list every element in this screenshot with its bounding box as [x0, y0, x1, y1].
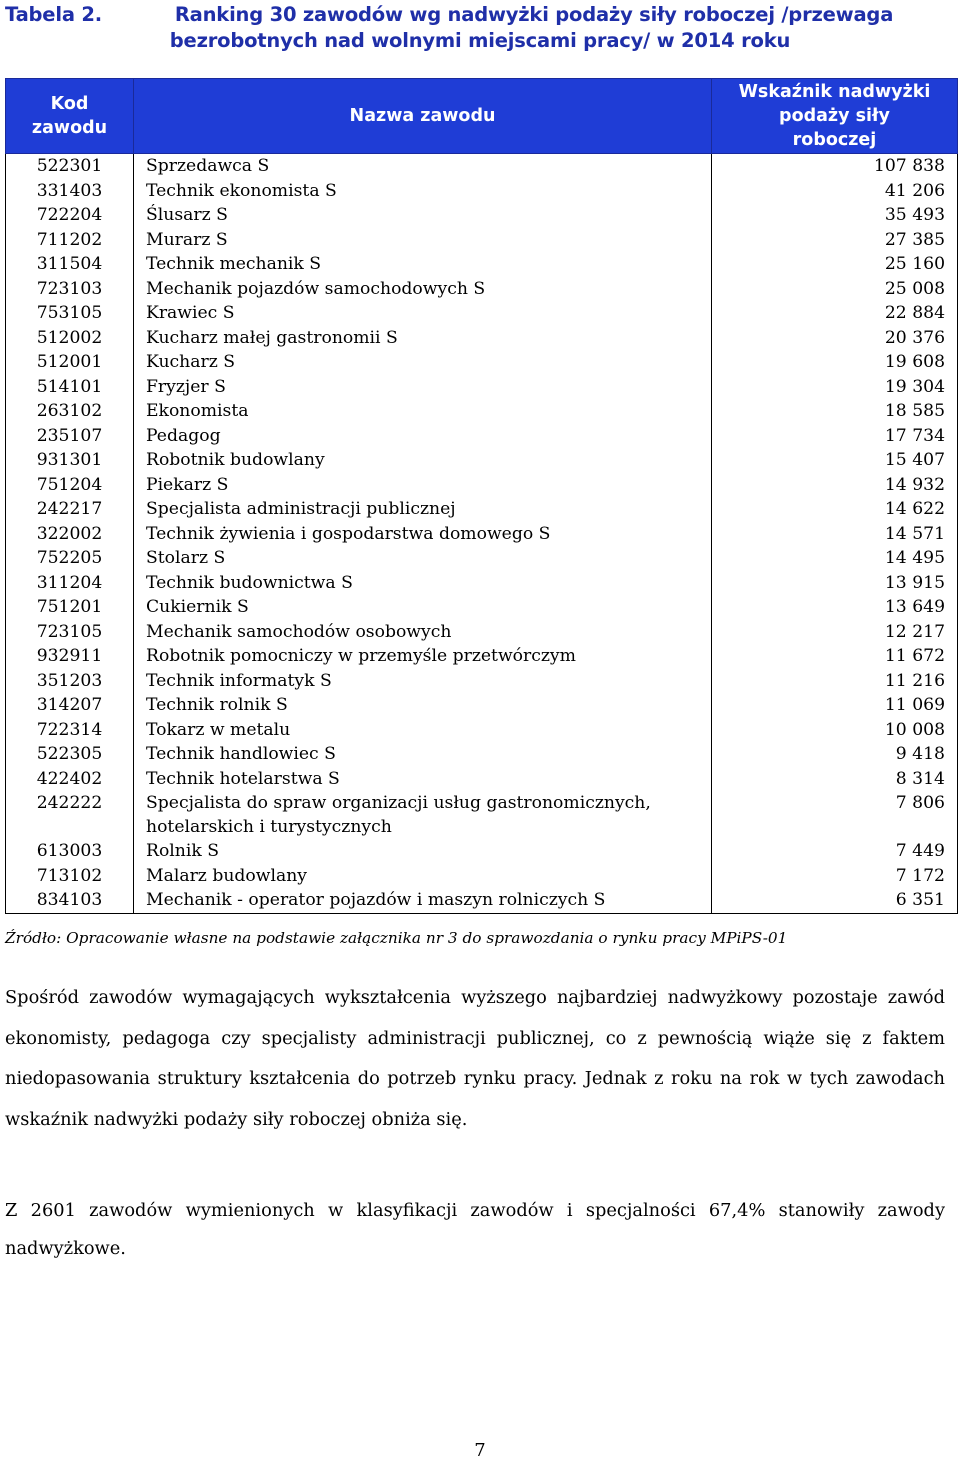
row-name-cell: Ślusarz S [134, 203, 712, 228]
row-value-cell: 14 932 [712, 473, 958, 498]
row-code-cell: 351203 [6, 669, 134, 694]
row-value-cell: 8 314 [712, 767, 958, 792]
header-value [712, 79, 958, 154]
row-value-cell: 7 172 [712, 864, 958, 889]
paragraph-2: Z 2601 zawodów wymienionych w klasyfikacji zawodów i specjalności 67,4% stanowiły zawody nadwyżkowe. [5, 1200, 945, 1259]
row-code-cell: 512002 [6, 326, 134, 351]
table-row [6, 203, 958, 228]
row-value-cell: 17 734 [712, 424, 958, 449]
row-code-cell: 311204 [6, 571, 134, 596]
paragraph-1: Spośród zawodów wymagających wykształcenia wyższego najbardziej nadwyżkowy pozostaje zawód ekonomisty, pedagoga czy specjalisty administracji publicznej, co z pewnością wiąże się z faktem niedopasowania struktury kształcenia do potrzeb rynku pracy. Jednak z roku na rok w tych zawodach wskaźnik nadwyżki podaży siły roboczej obniża się. [5, 987, 945, 1130]
table-caption-label: Tabela 2. [5, 3, 102, 26]
row-name-cell: Ekonomista [134, 399, 712, 424]
table-row [6, 571, 958, 596]
row-value-cell: 7 449 [712, 839, 958, 864]
table-row [6, 644, 958, 669]
table-header-row [6, 79, 958, 154]
row-value-cell: 11 672 [712, 644, 958, 669]
row-code-cell: 522301 [6, 154, 134, 179]
row-code-cell: 932911 [6, 644, 134, 669]
row-value-cell: 15 407 [712, 448, 958, 473]
row-name-cell: Piekarz S [134, 473, 712, 498]
table-row [6, 767, 958, 792]
table-row [6, 718, 958, 743]
header-value-label: Wskaźnik nadwyżki podaży siły roboczej [738, 82, 931, 150]
table-row [6, 839, 958, 864]
row-name-cell: Technik żywienia i gospodarstwa domowego S [134, 522, 712, 547]
row-name-cell: Technik hotelarstwa S [134, 767, 712, 792]
row-value-cell: 25 160 [712, 252, 958, 277]
row-value-cell: 25 008 [712, 277, 958, 302]
row-code-cell: 263102 [6, 399, 134, 424]
table-row [6, 399, 958, 424]
table-row [6, 277, 958, 302]
table-row [6, 497, 958, 522]
row-name-cell: Specjalista do spraw organizacji usług gastronomicznych, hotelarskich i turystycznych [134, 791, 712, 839]
table-row [6, 252, 958, 277]
row-value-cell: 20 376 [712, 326, 958, 351]
header-code [6, 79, 134, 154]
row-value-cell: 7 806 [712, 791, 958, 839]
row-code-cell: 751201 [6, 595, 134, 620]
row-value-cell: 107 838 [712, 154, 958, 179]
row-value-cell: 14 571 [712, 522, 958, 547]
row-code-cell: 751204 [6, 473, 134, 498]
row-value-cell: 11 216 [712, 669, 958, 694]
row-code-cell: 723105 [6, 620, 134, 645]
row-name-cell: Mechanik samochodów osobowych [134, 620, 712, 645]
row-name-cell: Technik mechanik S [134, 252, 712, 277]
row-name-cell: Kucharz małej gastronomii S [134, 326, 712, 351]
row-value-cell: 27 385 [712, 228, 958, 253]
row-name-cell: Kucharz S [134, 350, 712, 375]
row-name-cell: Technik budownictwa S [134, 571, 712, 596]
row-code-cell: 522305 [6, 742, 134, 767]
row-value-cell: 9 418 [712, 742, 958, 767]
table-row [6, 350, 958, 375]
row-name-cell: Tokarz w metalu [134, 718, 712, 743]
table-row [6, 791, 958, 839]
table-row [6, 228, 958, 253]
table-row [6, 669, 958, 694]
row-value-cell: 13 915 [712, 571, 958, 596]
row-code-cell: 242222 [6, 791, 134, 839]
table-row [6, 546, 958, 571]
row-name-cell: Stolarz S [134, 546, 712, 571]
row-code-cell: 235107 [6, 424, 134, 449]
row-code-cell: 322002 [6, 522, 134, 547]
row-value-cell: 22 884 [712, 301, 958, 326]
table-caption [5, 2, 955, 54]
row-value-cell: 14 622 [712, 497, 958, 522]
row-name-cell: Malarz budowlany [134, 864, 712, 889]
row-name-cell: Krawiec S [134, 301, 712, 326]
table-row [6, 375, 958, 400]
table-row [6, 742, 958, 767]
row-code-cell: 722204 [6, 203, 134, 228]
row-code-cell: 711202 [6, 228, 134, 253]
row-code-cell: 242217 [6, 497, 134, 522]
row-value-cell: 10 008 [712, 718, 958, 743]
table-row [6, 326, 958, 351]
row-name-cell: Cukiernik S [134, 595, 712, 620]
table-row [6, 522, 958, 547]
row-value-cell: 35 493 [712, 203, 958, 228]
row-name-cell: Pedagog [134, 424, 712, 449]
row-code-cell: 512001 [6, 350, 134, 375]
row-name-cell: Specjalista administracji publicznej [134, 497, 712, 522]
row-code-cell: 514101 [6, 375, 134, 400]
ranking-table [5, 78, 958, 914]
table-row [6, 595, 958, 620]
row-value-cell: 18 585 [712, 399, 958, 424]
row-code-cell: 834103 [6, 888, 134, 913]
header-name: Nazwa zawodu [134, 79, 712, 154]
row-code-cell: 713102 [6, 864, 134, 889]
row-name-cell: Technik ekonomista S [134, 179, 712, 204]
table-row [6, 179, 958, 204]
row-value-cell: 41 206 [712, 179, 958, 204]
table-source-note: Źródło: Opracowanie własne na podstawie załącznika nr 3 do sprawozdania o rynku pracy MPiPS-01 [5, 929, 788, 947]
table-row [6, 888, 958, 913]
row-value-cell: 14 495 [712, 546, 958, 571]
header-code-label: Kod zawodu [31, 94, 108, 138]
row-value-cell: 6 351 [712, 888, 958, 913]
row-code-cell: 752205 [6, 546, 134, 571]
row-name-cell: Murarz S [134, 228, 712, 253]
row-code-cell: 331403 [6, 179, 134, 204]
row-value-cell: 11 069 [712, 693, 958, 718]
table-row [6, 620, 958, 645]
row-code-cell: 753105 [6, 301, 134, 326]
table-row [6, 154, 958, 179]
row-name-cell: Technik rolnik S [134, 693, 712, 718]
row-value-cell: 19 304 [712, 375, 958, 400]
row-value-cell: 12 217 [712, 620, 958, 645]
row-code-cell: 722314 [6, 718, 134, 743]
table-row [6, 424, 958, 449]
table-row [6, 864, 958, 889]
row-name-cell: Technik informatyk S [134, 669, 712, 694]
row-code-cell: 931301 [6, 448, 134, 473]
row-name-cell: Robotnik budowlany [134, 448, 712, 473]
row-name-cell: Rolnik S [134, 839, 712, 864]
row-name-cell: Mechanik pojazdów samochodowych S [134, 277, 712, 302]
table-row [6, 693, 958, 718]
row-name-cell: Fryzjer S [134, 375, 712, 400]
row-code-cell: 422402 [6, 767, 134, 792]
page-number: 7 [474, 1440, 486, 1461]
row-value-cell: 19 608 [712, 350, 958, 375]
row-name-cell: Mechanik - operator pojazdów i maszyn rolniczych S [134, 888, 712, 913]
row-code-cell: 311504 [6, 252, 134, 277]
row-name-cell: Technik handlowiec S [134, 742, 712, 767]
row-name-cell: Robotnik pomocniczy w przemyśle przetwórczym [134, 644, 712, 669]
row-code-cell: 723103 [6, 277, 134, 302]
table-caption-text: Ranking 30 zawodów wg nadwyżki podaży siły roboczej /przewaga bezrobotnych nad wolnymi miejscami pracy/ w 2014 roku [169, 3, 894, 52]
table-body [6, 154, 958, 914]
table-row [6, 473, 958, 498]
row-value-cell: 13 649 [712, 595, 958, 620]
row-code-cell: 314207 [6, 693, 134, 718]
table-row [6, 448, 958, 473]
table-row [6, 301, 958, 326]
row-name-cell: Sprzedawca S [134, 154, 712, 179]
row-code-cell: 613003 [6, 839, 134, 864]
